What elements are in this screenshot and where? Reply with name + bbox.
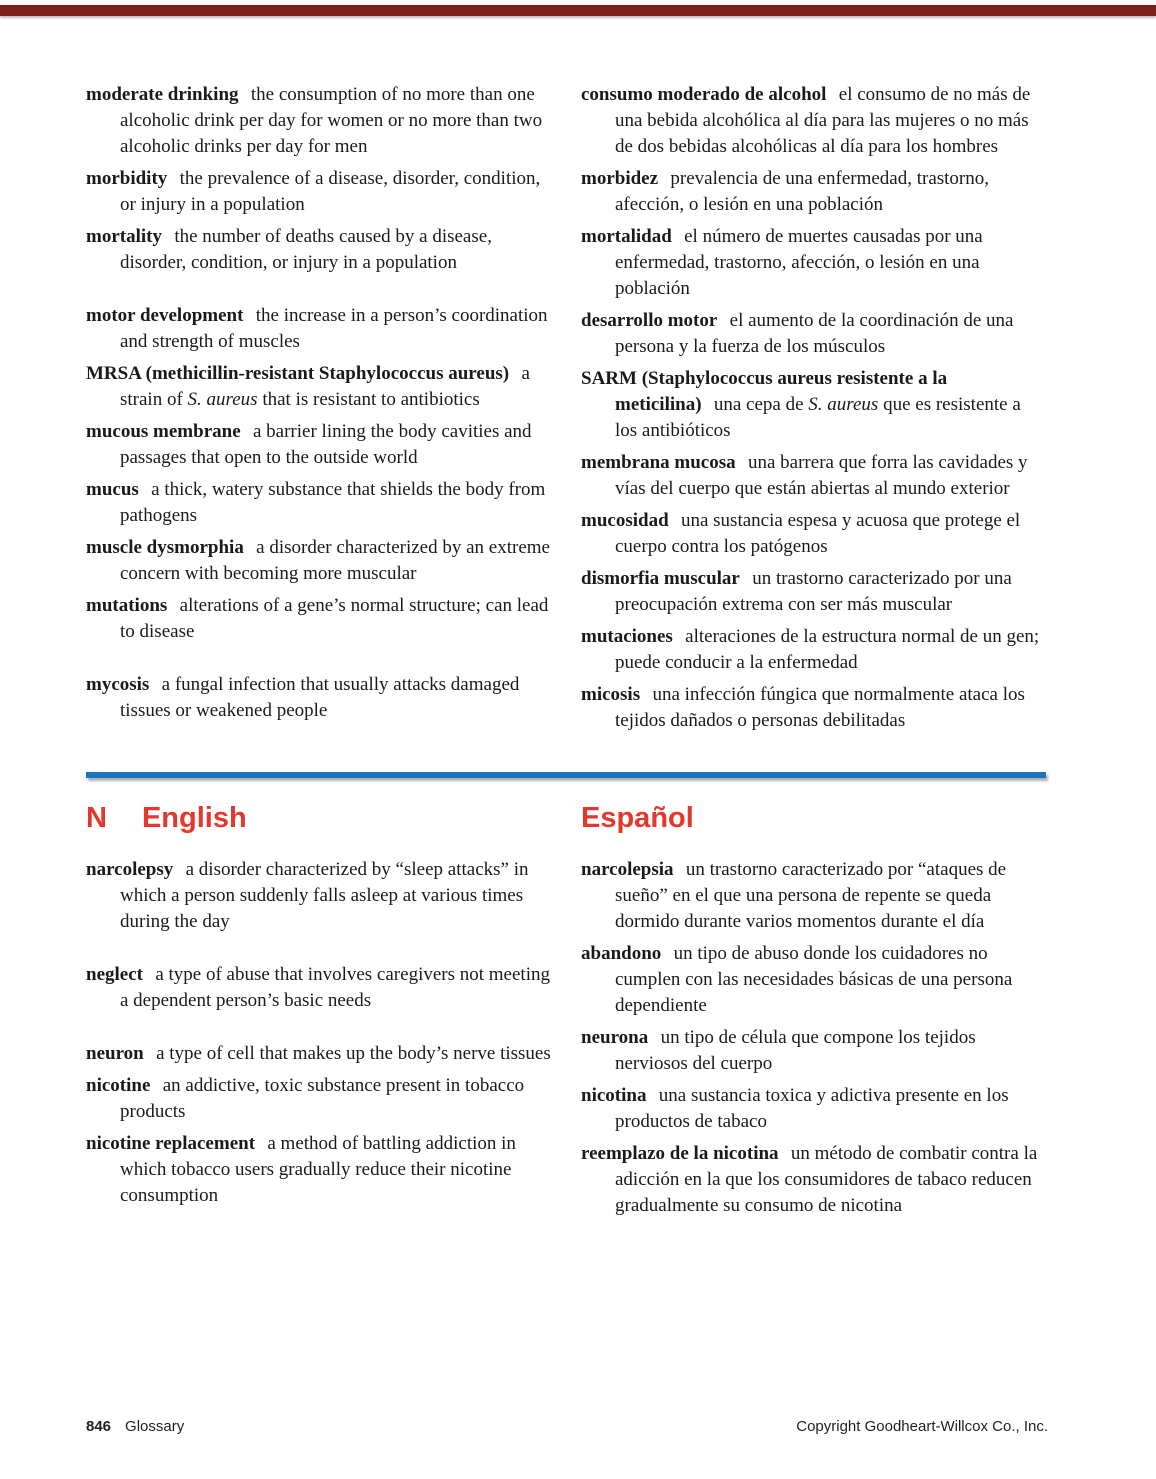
spanish-heading-label: Español (581, 802, 694, 834)
glossary-definition: el aumento de la coordinación de una persona y la fuerza de los músculos (615, 310, 1014, 357)
glossary-term: moderate drinking (86, 84, 239, 105)
glossary-term: nicotina (581, 1085, 647, 1106)
glossary-entry (86, 857, 551, 935)
glossary-term: membrana mucosa (581, 452, 736, 473)
glossary-term: morbidity (86, 168, 168, 189)
glossary-entry (581, 166, 1046, 218)
glossary-term: nicotine (86, 1075, 151, 1096)
glossary-definition: una cepa de S. aureus que es resistente a los antibióticos (615, 394, 1021, 441)
glossary-entry (86, 1131, 551, 1209)
glossary-entry (581, 941, 1046, 1019)
glossary-entry (86, 1041, 551, 1067)
glossary-entry (86, 82, 551, 160)
glossary-definition: the increase in a person’s coordination and strength of muscles (120, 305, 548, 352)
glossary-term: desarrollo motor (581, 310, 718, 331)
glossary-definition: a fungal infection that usually attacks damaged tissues or weakened people (120, 674, 520, 721)
glossary-entry (581, 1141, 1046, 1219)
glossary-term: nicotine replacement (86, 1133, 256, 1154)
glossary-entry (86, 1073, 551, 1125)
glossary-term: abandono (581, 943, 662, 964)
glossary-definition: prevalencia de una enfermedad, trastorno, afección, o lesión en una población (615, 168, 990, 215)
glossary-definition: alteraciones de la estructura normal de un gen; puede conducir a la enfermedad (615, 626, 1040, 673)
glossary-entry (86, 224, 551, 276)
glossary-definition: a strain of S. aureus that is resistant to antibiotics (120, 363, 530, 410)
glossary-definition: un trastorno caracterizado por una preocupación extrema con ser más muscular (615, 568, 1012, 615)
glossary-definition: the prevalence of a disease, disorder, condition, or injury in a population (120, 168, 541, 215)
footer-left (86, 1418, 184, 1435)
glossary-entry (86, 303, 551, 355)
glossary-definition: una sustancia espesa y acuosa que protege el cuerpo contra los patógenos (615, 510, 1021, 557)
glossary-term: muscle dysmorphia (86, 537, 244, 558)
section-n-headings (86, 802, 1046, 835)
glossary-definition: the number of deaths caused by a disease, disorder, condition, or injury in a population (120, 226, 492, 273)
glossary-definition: alterations of a gene’s normal structure; can lead to disease (120, 595, 549, 642)
glossary-definition: a barrier lining the body cavities and passages that open to the outside world (120, 421, 532, 468)
glossary-entry (581, 508, 1046, 560)
glossary-definition: the consumption of no more than one alcoholic drink per day for women or no more than two alcoholic drinks per day for men (120, 84, 543, 157)
glossary-entry (86, 166, 551, 218)
glossary-entry (581, 566, 1046, 618)
spanish-column (581, 82, 1046, 740)
glossary-definition: una barrera que forra las cavidades y vías del cuerpo que están abiertas al mundo exterior (615, 452, 1028, 499)
glossary-term: narcolepsy (86, 859, 174, 880)
glossary-entry (86, 535, 551, 587)
glossary-entry (86, 962, 551, 1014)
glossary-definition: a type of abuse that involves caregivers not meeting a dependent person’s basic needs (120, 964, 550, 1011)
glossary-definition: a disorder characterized by “sleep attacks” in which a person suddenly falls asleep at various times during the day (120, 859, 529, 932)
glossary-definition: una infección fúngica que normalmente ataca los tejidos dañados o personas debilitadas (615, 684, 1025, 731)
glossary-term: mucosidad (581, 510, 669, 531)
section-divider (86, 772, 1046, 778)
glossary-term: neuron (86, 1043, 144, 1064)
glossary-entry (581, 1025, 1046, 1077)
glossary-term: mycosis (86, 674, 150, 695)
glossary-entry (581, 682, 1046, 734)
glossary-definition: un trastorno caracterizado por “ataques de sueño” en el que una persona de repente se queda dormido durante varios momentos durante el día (615, 859, 1007, 932)
glossary-entry (581, 624, 1046, 676)
glossary-definition: el consumo de no más de una bebida alcohólica al día para las mujeres o no más de dos bebidas alcohólicas al día para los hombres (615, 84, 1031, 157)
glossary-term: mortalidad (581, 226, 672, 247)
glossary-definition: una sustancia toxica y adictiva presente en los productos de tabaco (615, 1085, 1009, 1132)
glossary-term: MRSA (methicillin-resistant Staphylococcus aureus) (86, 363, 510, 384)
glossary-definition: el número de muertes causadas por una enfermedad, trastorno, afección, o lesión en una población (615, 226, 983, 299)
glossary-term: neglect (86, 964, 143, 985)
glossary-definition: un tipo de célula que compone los tejidos nerviosos del cuerpo (615, 1027, 976, 1074)
spanish-column (581, 857, 1046, 1225)
glossary-definition: un método de combatir contra la adicción en la que los consumidores de tabaco reducen gradualmente su consumo de nicotina (615, 1143, 1038, 1216)
glossary-entry (581, 366, 1046, 444)
glossary-section-m (86, 82, 1046, 740)
glossary-entry (86, 477, 551, 529)
glossary-entry (581, 308, 1046, 360)
glossary-definition: a type of cell that makes up the body’s nerve tissues (156, 1043, 551, 1064)
glossary-entry (581, 224, 1046, 302)
glossary-definition: a method of battling addiction in which tobacco users gradually reduce their nicotine consumption (120, 1133, 516, 1206)
english-column (86, 82, 551, 740)
glossary-definition: un tipo de abuso donde los cuidadores no cumplen con las necesidades básicas de una persona dependiente (615, 943, 1013, 1016)
glossary-entry (581, 857, 1046, 935)
english-section-heading (86, 802, 551, 835)
glossary-definition: an addictive, toxic substance present in tobacco products (120, 1075, 525, 1122)
page-footer (86, 1418, 1048, 1435)
glossary-definition: a disorder characterized by an extreme concern with becoming more muscular (120, 537, 550, 584)
glossary-term: mucous membrane (86, 421, 241, 442)
glossary-term: micosis (581, 684, 641, 705)
page-content (86, 82, 1046, 1225)
glossary-term: dismorfia muscular (581, 568, 740, 589)
english-column (86, 857, 551, 1225)
top-page-rule (0, 5, 1156, 16)
glossary-term: consumo moderado de alcohol (581, 84, 827, 105)
glossary-entry (581, 82, 1046, 160)
spanish-section-heading (581, 802, 1046, 835)
glossary-entry (581, 1083, 1046, 1135)
glossary-term: SARM (Staphylococcus aureus resistente a la meticilina) (581, 368, 948, 415)
copyright-notice: Copyright Goodheart-Willcox Co., Inc. (796, 1418, 1048, 1435)
glossary-entry (86, 419, 551, 471)
glossary-entry (581, 450, 1046, 502)
glossary-definition: a thick, watery substance that shields the body from pathogens (120, 479, 546, 526)
glossary-entry (86, 361, 551, 413)
english-heading-label: English (141, 802, 247, 834)
glossary-term: mutaciones (581, 626, 673, 647)
glossary-entry (86, 593, 551, 645)
glossary-entry (86, 672, 551, 724)
glossary-term: mutations (86, 595, 168, 616)
glossary-label: Glossary (125, 1418, 185, 1435)
glossary-term: mortality (86, 226, 162, 247)
glossary-term: mucus (86, 479, 139, 500)
glossary-term: morbidez (581, 168, 659, 189)
glossary-term: motor development (86, 305, 244, 326)
section-letter: N (86, 802, 107, 834)
page-number: 846 (86, 1418, 112, 1435)
glossary-term: reemplazo de la nicotina (581, 1143, 779, 1164)
glossary-section-n (86, 857, 1046, 1225)
glossary-term: narcolepsia (581, 859, 674, 880)
glossary-term: neurona (581, 1027, 649, 1048)
